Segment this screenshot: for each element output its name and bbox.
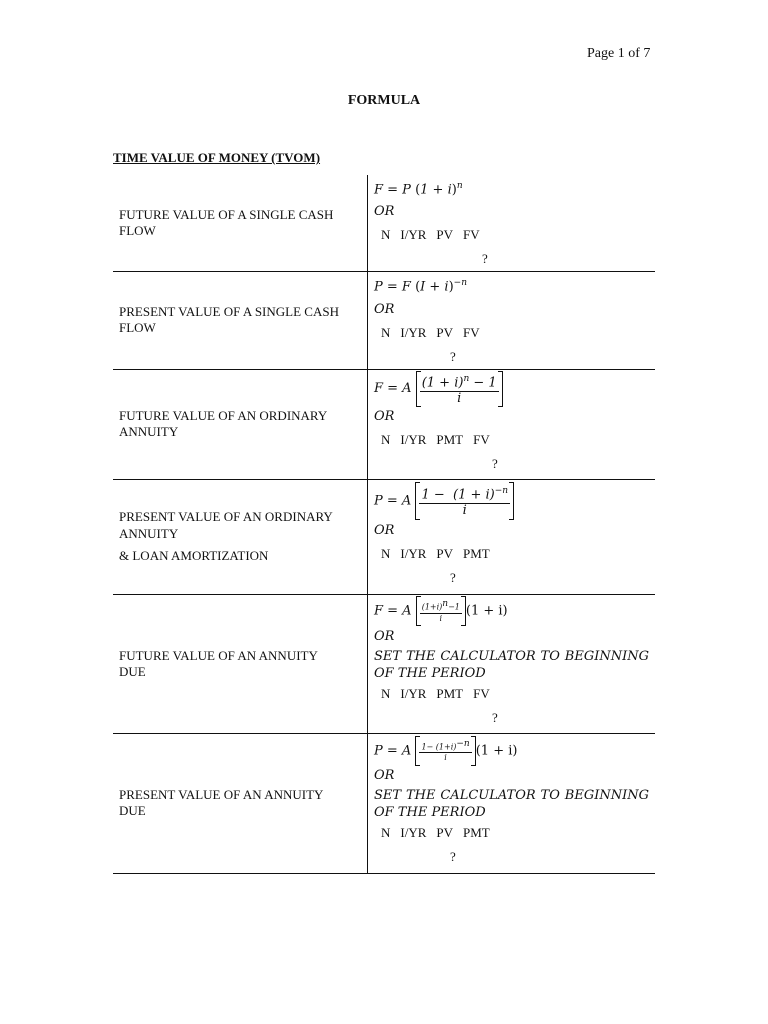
- table-row: [113, 175, 655, 272]
- calculator-instruction: SET THE CALCULATOR TO BEGINNING OF THE PERIOD: [374, 648, 649, 681]
- key-iyr: I/YR: [400, 324, 427, 340]
- key-iyr: I/YR: [400, 825, 427, 841]
- key-pmt: PMT: [463, 545, 490, 561]
- key-fv: FV: [463, 227, 480, 243]
- table-row: [113, 272, 655, 369]
- unknown-marker: ?: [492, 455, 498, 471]
- key-iyr: I/YR: [400, 431, 427, 447]
- label-line: & LOAN AMORTIZATION: [119, 547, 269, 563]
- label-line: DUE: [119, 663, 146, 679]
- label-line: PRESENT VALUE OF AN ANNUITY: [119, 787, 324, 803]
- or-label: OR: [374, 301, 395, 317]
- label-line: FLOW: [119, 223, 156, 239]
- formula-cell: [368, 272, 656, 369]
- label-line: PRESENT VALUE OF AN ORDINARY: [119, 508, 333, 524]
- key-pv: PV: [436, 227, 454, 243]
- label-line: FLOW: [119, 320, 156, 336]
- or-label: OR: [374, 522, 395, 538]
- key-n: N: [381, 545, 391, 561]
- row-label: [113, 479, 368, 594]
- or-label: OR: [374, 204, 395, 220]
- key-iyr: I/YR: [400, 685, 427, 701]
- label-line: FUTURE VALUE OF AN ANNUITY: [119, 647, 318, 663]
- table-row: [113, 594, 655, 733]
- or-label: OR: [374, 408, 395, 424]
- key-n: N: [381, 431, 391, 447]
- key-pmt: PMT: [436, 431, 464, 447]
- calculator-keys: [374, 223, 649, 247]
- key-pv: PV: [436, 825, 454, 841]
- calculator-keys: [374, 428, 649, 452]
- key-n: N: [381, 685, 391, 701]
- formula-table: [113, 175, 655, 874]
- unknown-marker: ?: [450, 849, 456, 865]
- formula-cell: [368, 594, 656, 733]
- key-pv: PV: [436, 324, 454, 340]
- key-iyr: I/YR: [400, 227, 427, 243]
- label-line: FUTURE VALUE OF A SINGLE CASH: [119, 207, 334, 223]
- section-title: TIME VALUE OF MONEY (TVOM): [113, 150, 321, 165]
- key-n: N: [381, 227, 391, 243]
- table-row: [113, 369, 655, 479]
- calculator-keys: [374, 682, 649, 706]
- calculator-keys: [374, 542, 649, 566]
- calculator-instruction: SET THE CALCULATOR TO BEGINNING OF THE PERIOD: [374, 788, 649, 821]
- unknown-marker: ?: [450, 348, 456, 364]
- row-label: [113, 733, 368, 873]
- label-line: PRESENT VALUE OF A SINGLE CASH: [119, 304, 339, 320]
- unknown-marker: ?: [492, 709, 498, 725]
- key-pmt: PMT: [436, 685, 464, 701]
- row-label: [113, 369, 368, 479]
- key-fv: FV: [473, 431, 490, 447]
- row-label: [113, 175, 368, 272]
- label-line: DUE: [119, 803, 146, 819]
- page-number: Page 1 of 7: [587, 46, 651, 61]
- formula-fv-ordinary-annuity: F = A $\frac{(1 + i)^n - 1}{i}$: [374, 372, 649, 405]
- formula-cell: [368, 733, 656, 873]
- table-row: [113, 733, 655, 873]
- key-fv: FV: [473, 685, 490, 701]
- formula-fv-annuity-due: F = A $\frac{(1+i)^n-1}{i}$ (1 + i): [374, 597, 649, 626]
- formula-pv-ordinary-annuity: P = A $\frac{1 - (1 + i)^{-n}}{i}$: [374, 483, 649, 520]
- unknown-marker: ?: [482, 251, 488, 267]
- formula-cell: [368, 479, 656, 594]
- key-n: N: [381, 825, 391, 841]
- calculator-keys: [374, 321, 649, 345]
- key-pmt: PMT: [463, 825, 490, 841]
- table-row: [113, 479, 655, 594]
- formula-pv-annuity-due: P = A $\frac{1- (1+i)^{-n}}{i}$ (1 + i): [374, 737, 649, 766]
- formula-cell: [368, 369, 656, 479]
- formula-fv-single: F = P $(1 + i)^n$: [374, 181, 463, 198]
- or-label: OR: [374, 628, 395, 644]
- row-label: [113, 272, 368, 369]
- label-line: ANNUITY: [119, 424, 179, 440]
- label-line: ANNUITY: [119, 525, 179, 541]
- unknown-marker: ?: [450, 569, 456, 585]
- formula-cell: [368, 175, 656, 272]
- key-n: N: [381, 324, 391, 340]
- key-iyr: I/YR: [400, 545, 427, 561]
- key-pv: PV: [436, 545, 454, 561]
- formula-pv-single: P = F $(I + i)^{-n}$: [374, 278, 468, 295]
- key-fv: FV: [463, 324, 480, 340]
- label-line: FUTURE VALUE OF AN ORDINARY: [119, 408, 328, 424]
- or-label: OR: [374, 768, 395, 784]
- row-label: [113, 594, 368, 733]
- calculator-keys: [374, 821, 649, 845]
- document-title: FORMULA: [347, 93, 421, 108]
